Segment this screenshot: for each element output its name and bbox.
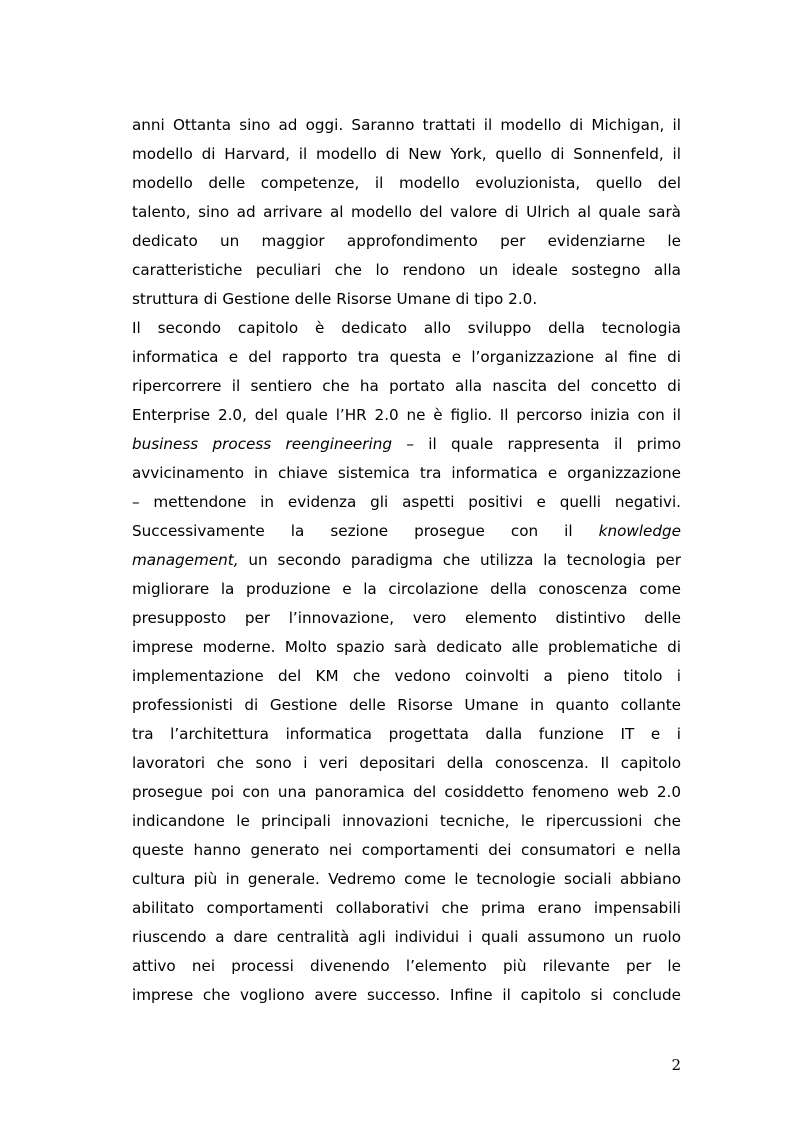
- text-line: [132, 865, 681, 894]
- text-segment: indicandone le principali innovazioni tecniche, le ripercussioni che: [132, 812, 681, 830]
- text-line: [132, 256, 681, 285]
- text-segment: struttura di Gestione delle Risorse Umane di tipo 2.0.: [132, 290, 538, 308]
- text-line: [132, 807, 681, 836]
- text-segment: presupposto per l’innovazione, vero elemento distintivo delle: [132, 609, 681, 627]
- text-segment: ripercorrere il sentiero che ha portato alla nascita del concetto di: [132, 377, 681, 395]
- text-segment: modello delle competenze, il modello evoluzionista, quello del: [132, 174, 681, 192]
- text-line: [132, 981, 681, 1010]
- text-segment: caratteristiche peculiari che lo rendono un ideale sostegno alla: [132, 261, 681, 279]
- text-segment: avvicinamento in chiave sistemica tra informatica e organizzazione: [132, 464, 681, 482]
- text-line: [132, 923, 681, 952]
- text-segment: migliorare la produzione e la circolazione della conoscenza come: [132, 580, 681, 598]
- text-line: [132, 459, 681, 488]
- text-segment: attivo nei processi divenendo l’elemento più rilevante per le: [132, 957, 681, 975]
- text-line: [132, 575, 681, 604]
- italic-term: knowledge: [598, 522, 681, 540]
- text-line: [132, 372, 681, 401]
- text-line: [132, 546, 681, 575]
- text-line: [132, 198, 681, 227]
- text-line: [132, 778, 681, 807]
- text-segment: tra l’architettura informatica progettata dalla funzione IT e i: [132, 725, 681, 743]
- text-line: [132, 343, 681, 372]
- text-segment: implementazione del KM che vedono coinvolti a pieno titolo i: [132, 667, 681, 685]
- text-segment: – mettendone in evidenza gli aspetti positivi e quelli negativi.: [132, 493, 681, 511]
- text-segment: imprese moderne. Molto spazio sarà dedicato alle problematiche di: [132, 638, 681, 656]
- text-segment: Successivamente la sezione prosegue con il: [132, 522, 599, 540]
- text-segment: queste hanno generato nei comportamenti dei consumatori e nella: [132, 841, 681, 859]
- text-segment: abilitato comportamenti collaborativi che prima erano impensabili: [132, 899, 681, 917]
- text-segment: cultura più in generale. Vedremo come le tecnologie sociali abbiano: [132, 870, 681, 888]
- text-line: [132, 691, 681, 720]
- italic-term: management,: [132, 551, 239, 569]
- text-line: [132, 662, 681, 691]
- text-segment: professionisti di Gestione delle Risorse Umane in quanto collante: [132, 696, 681, 714]
- body-text: [132, 111, 681, 1010]
- text-line: [132, 169, 681, 198]
- text-line: [132, 111, 681, 140]
- page-number: 2: [671, 1056, 681, 1074]
- text-line: [132, 836, 681, 865]
- text-segment: modello di Harvard, il modello di New York, quello di Sonnenfeld, il: [132, 145, 681, 163]
- text-line: [132, 633, 681, 662]
- text-line: [132, 401, 681, 430]
- text-segment: talento, sino ad arrivare al modello del valore di Ulrich al quale sarà: [132, 203, 681, 221]
- text-line: [132, 749, 681, 778]
- text-segment: un secondo paradigma che utilizza la tecnologia per: [238, 551, 681, 569]
- text-line: [132, 894, 681, 923]
- text-line: [132, 488, 681, 517]
- text-segment: Il secondo capitolo è dedicato allo sviluppo della tecnologia: [132, 319, 681, 337]
- text-segment: prosegue poi con una panoramica del cosiddetto fenomeno web 2.0: [132, 783, 681, 801]
- text-line: [132, 314, 681, 343]
- text-line: [132, 227, 681, 256]
- text-segment: informatica e del rapporto tra questa e l’organizzazione al fine di: [132, 348, 681, 366]
- text-line: [132, 140, 681, 169]
- text-line: [132, 720, 681, 749]
- text-line: [132, 604, 681, 633]
- text-segment: riuscendo a dare centralità agli individui i quali assumono un ruolo: [132, 928, 681, 946]
- text-segment: imprese che vogliono avere successo. Infine il capitolo si conclude: [132, 986, 681, 1004]
- text-segment: Enterprise 2.0, del quale l’HR 2.0 ne è figlio. Il percorso inizia con il: [132, 406, 681, 424]
- italic-term: business process reengineering: [132, 435, 393, 453]
- text-segment: anni Ottanta sino ad oggi. Saranno trattati il modello di Michigan, il: [132, 116, 681, 134]
- text-line: [132, 430, 681, 459]
- text-segment: – il quale rappresenta il primo: [392, 435, 681, 453]
- text-line: [132, 952, 681, 981]
- text-segment: lavoratori che sono i veri depositari della conoscenza. Il capitolo: [132, 754, 681, 772]
- text-line: [132, 517, 681, 546]
- text-line: [132, 285, 681, 314]
- text-segment: dedicato un maggior approfondimento per evidenziarne le: [132, 232, 681, 250]
